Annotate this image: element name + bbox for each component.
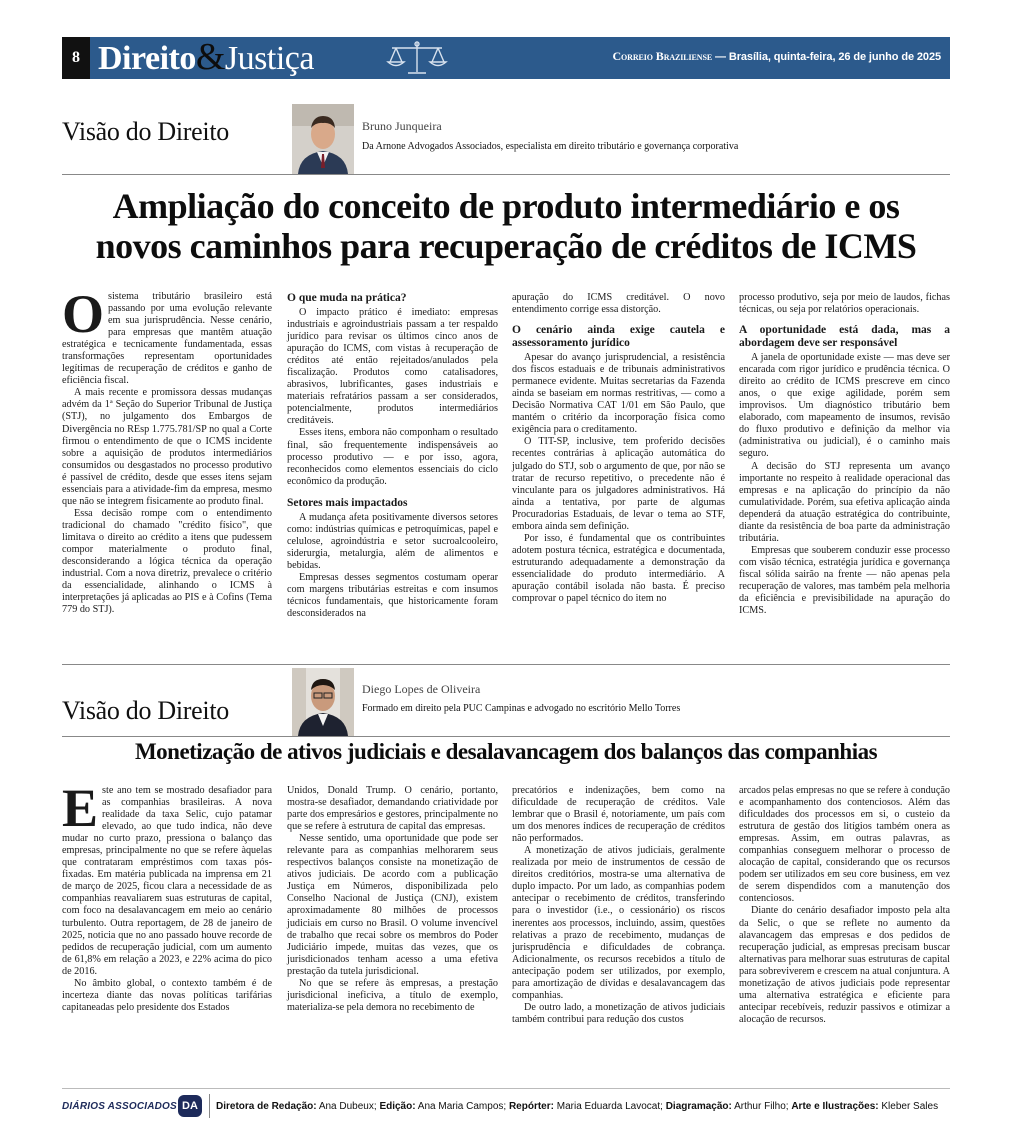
article1-rule <box>62 174 950 175</box>
article1-paragraph: Empresas que souberem conduzir esse processo com visão técnica, estratégia jurídica e governança fiscal sólida sairão na frente — não apenas pela recuperação de valores, mas também pela melhoria da eficiência e previsibilidade na apuração do ICMS. <box>739 544 950 617</box>
article2-paragraph: De outro lado, a monetização de ativos judiciais também contribui para redução dos custos <box>512 1001 725 1025</box>
article1-author-bio: Da Arnone Advogados Associados, especialista em direito tributário e governança corporativa <box>362 141 739 152</box>
article1-kicker: Visão do Direito <box>62 117 229 146</box>
article2-author-photo <box>292 668 354 736</box>
section-title-justica: Justiça <box>224 40 314 77</box>
article2-paragraph: Diante do cenário desafiador imposto pela alta da Selic, o que se reflete no aumento da alavancagem das empresas e dos pedidos de recuperação judicial, as empresas precisam buscar alternativas para melhorar suas estruturas de capital para sobreviverem e crescem na atual conjuntura. A monetização de ativos judiciais pode representar uma alternativa estratégica e eficiente para antecipar recebíveis, reduzir passivos e otimizar a alocação de recursos. <box>739 905 951 1025</box>
article1-headline-line2: novos caminhos para recuperação de créditos de ICMS <box>95 226 917 266</box>
author-portrait-icon <box>292 668 354 736</box>
footer-separator <box>209 1094 210 1118</box>
article2-kicker: Visão do Direito <box>62 696 229 725</box>
section-title-ampersand: & <box>195 36 225 78</box>
article1-paragraph: Esses itens, embora não componham o resultado final, são frequentemente indispensáveis ao processo produtivo — e por isso, agora, reconhecidos como elementos essenciais do ciclo econômico da produção. <box>287 427 498 487</box>
article2-paragraph: No âmbito global, o contexto também é de incerteza diante das novas políticas tarifárias capitaneadas pelo presidente dos Estados <box>62 977 272 1013</box>
article2-column-4 <box>739 785 950 1026</box>
article2-column-2 <box>287 785 498 1014</box>
credit-label: Arte e Ilustrações: <box>791 1101 879 1112</box>
article2-paragraph: precatórios e indenizações, bem como na dificuldade de recuperação de créditos. Vale lembrar que o Brasil é, notoriamente, um país com um dos menores índices de recuperação de créditos não performados. <box>512 785 725 845</box>
article2-column-3 <box>512 785 725 1026</box>
credit-label: Edição: <box>379 1101 416 1112</box>
article2-author-bio: Formado em direito pela PUC Campinas e advogado no escritório Mello Torres <box>362 703 681 714</box>
section-title <box>98 36 314 80</box>
article1-column-4 <box>739 292 950 617</box>
article1-subhead: O cenário ainda exige cautela e assessoramento jurídico <box>512 324 725 350</box>
staff-credits <box>216 1101 938 1112</box>
article1-column-3 <box>512 292 725 605</box>
article1-paragraph: Apesar do avanço jurisprudencial, a resistência dos fiscos estaduais e de tribunais administrativos permanece evidente. Muitas secretarias da Fazenda ainda se baseiam em normas restritivas, — como a Decisão Normativa CAT 1/01 em São Paulo, que mantém o critério da incorporação física como exigência para o creditamento. <box>512 352 725 436</box>
article2-paragraph: Unidos, Donald Trump. O cenário, portanto, mostra-se desafiador, demandando criatividade por parte dos empresários e gestores, principalmente no que se refere à estrutura de capital das empresas. <box>287 785 498 833</box>
article1-paragraph: Por isso, é fundamental que os contribuintes adotem postura técnica, estratégica e documentada, estruturando adequadamente a demonstração da essencialidade do produto intermediário. A apuração contábil isolada não basta. É preciso comprovar o papel técnico do item no <box>512 532 725 605</box>
credit-label: Repórter: <box>508 1101 554 1112</box>
article1-paragraph: sistema tributário brasileiro está passando por uma evolução relevante em sua jurisprudência. Nesse cenário, para empresas que mantêm atuação estratégica e tecnicamente fundamentada, essas transformações representam oportunidades legítimas de recuperação de créditos e ganho de eficiência fiscal. <box>62 291 272 387</box>
author-portrait-icon <box>292 104 354 174</box>
masthead-dateline <box>612 49 941 64</box>
article-divider <box>62 664 950 665</box>
article2-author-name: Diego Lopes de Oliveira <box>362 682 481 696</box>
article1-paragraph: apuração do ICMS creditável. O novo entendimento corrige essa distorção. <box>512 292 725 316</box>
article2-paragraph: A monetização de ativos judiciais, geralmente realizada por meio de instrumentos de cessão de direitos creditórios, mostra-se uma alternativa de duplo impacto. Por um lado, as companhias podem antecipar o recebimento de créditos, transferindo para o investidor (i.e., o cessionário) os riscos inerentes aos processos, incluindo, assim, questões relativas a prazo de recebimento, mudanças de jurisprudência e dificuldades de cobrança. Adicionalmente, os recursos recebidos a título de antecipação podem ser utilizados, por exemplo, para amortização de dívidas e desalavancagem das companhias. <box>512 845 725 1001</box>
article1-subhead: O que muda na prática? <box>287 292 407 304</box>
article1-headline <box>62 186 950 266</box>
credit-value: Arthur Filho; <box>734 1101 789 1112</box>
article1-author-name: Bruno Junqueira <box>362 119 442 133</box>
article1-paragraph: Empresas desses segmentos costumam operar com margens tributárias estreitas e com insumos técnicos fundamentais, que historicamente foram desconsiderados na <box>287 571 498 620</box>
article1-column-1 <box>62 284 272 616</box>
article2-paragraph: ste ano tem se mostrado desafiador para as companhias brasileiras. A nova realidade da taxa Selic, cujo patamar elevado, ao que tudo indica, não deve mudar no curto prazo, pressiona o balanço das empresas, principalmente no que se refere àquelas que contrataram empréstimos com taxas pós-fixadas. Em matéria publicada na imprensa em 21 de março de 2025, ficou clara a necessidade de as companhias reavaliarem suas estruturas de capital, com foco na desalavancagem em meio ao cenário turbulento. Outra reportagem, de 28 de janeiro de 2025, noticia que no ano passado houve recorde de pedidos de recuperação judicial, com um aumento de 61,8% em relação a 2023, e 22% acima do pico de 2016. <box>62 785 272 977</box>
credit-label: Diretora de Redação: <box>216 1101 317 1112</box>
article1-subhead: Setores mais impactados <box>287 496 408 509</box>
article2-paragraph: arcados pelas empresas no que se refere à condução e acompanhamento dos contenciosos. Além das dificuldades dos processos em si, o custeio da estrutura de gestão dos litígios também onera as empresas. Assim, em outras palavras, as companhias conseguem melhorar o processo de alocação de capital, considerando que os recursos podem ser utilizados em seu core business, em vez de serem dispendidos com a manutenção dos contenciosos. <box>739 785 951 905</box>
article1-paragraph: A decisão do STJ representa um avanço importante no respeito à realidade operacional das empresas e na aplicação do princípio da não cumulatividade. Porém, sua efetiva aplicação ainda dependerá da atuação estratégica do contribuinte, diante da resistência de boa parte da administração tributária. <box>739 460 950 544</box>
article1-headline-line1: Ampliação do conceito de produto intermediário e os <box>112 186 900 226</box>
diarios-associados-badge-icon: DA <box>178 1095 202 1117</box>
page-number: 8 <box>62 37 90 79</box>
article2-column-1 <box>62 778 272 1014</box>
article1-paragraph: O TIT-SP, inclusive, tem proferido decisões recentes contrárias à aplicação automática do julgado do STJ, sob o argumento de que, por não se tratar de recurso repetitivo, o precedente não é vinculante para os julgadores administrativos. Há ainda a tentativa, por parte de algumas Procuradorias Estaduais, de levar o tema ao STF, embora ainda sem definição. <box>512 436 725 532</box>
article2-paragraph: No que se refere às empresas, a prestação jurisdicional ineficiva, a título de exemplo, materializa-se pela demora no recebimento de <box>287 977 498 1013</box>
credit-label: Diagramação: <box>665 1101 732 1112</box>
credit-value: Ana Dubeux; <box>318 1101 377 1112</box>
article1-paragraph: A mais recente e promissora dessas mudanças advém da 1ª Seção do Superior Tribunal de Justiça (STJ), no julgamento dos Embargos de Divergência no REsp 1.775.781/SP no qual a Corte firmou o entendimento de que o ICMS incidente sobre a aquisição de produtos intermediários consumidos ou desgastados no processo produtivo é passível de crédito, desde que esses itens sejam essenciais para a atividade-fim da empresa, mesmo que não se integrem fisicamente ao produto final. <box>62 387 272 507</box>
article2-dropcap: E <box>62 778 99 838</box>
article2-paragraph: Nesse sentido, uma oportunidade que pode ser relevante para as companhias melhorarem seus respectivos balanços consiste na monetização de ativos judiciais. De acordo com a publicação Justiça em Números, disponibilizada pelo Conselho Nacional de Justiça (CNJ), existem aproximadamente 80 milhões de processos judiciais em curso no Brasil. O volume invencível de trabalho que recai sobre os membros do Poder Judiciário impede, muitas das vezes, que os jurisdicionados tenham acesso a uma efetiva prestação da tutela jurisdicional. <box>287 833 498 977</box>
article1-paragraph: O impacto prático é imediato: empresas industriais e agroindustriais passam a ter respaldo jurídico para revisar os últimos cinco anos de apuração do ICMS, com vistas à recuperação de créditos até então rejeitados/anulados pela fiscalização. Produtos como catalisadores, abrasivos, lubrificantes, gases industriais e materiais refratários passam a ser considerados, potencialmente, produtos intermediários creditáveis. <box>287 307 498 427</box>
article1-paragraph: A mudança afeta positivamente diversos setores como: indústrias químicas e petroquímicas, papel e celulose, agroindústria e setor sucroalcooleiro, siderurgia, metalurgia, além de alimentos e bebidas. <box>287 511 498 571</box>
article1-column-2 <box>287 288 498 620</box>
article1-paragraph: processo produtivo, seja por meio de laudos, fichas técnicas, ou seja por relatórios operacionais. <box>739 292 950 316</box>
dateline: — Brasília, quinta-feira, 26 de junho de 2025 <box>715 51 941 63</box>
article2-rule <box>62 736 950 737</box>
article1-dropcap: O <box>62 284 105 344</box>
scales-of-justice-icon <box>386 40 448 76</box>
credit-value: Ana Maria Campos; <box>417 1101 507 1112</box>
diarios-associados-logo: DIÁRIOS ASSOCIADOS <box>62 1101 177 1112</box>
credit-value: Maria Eduarda Lavocat; <box>556 1101 663 1112</box>
credit-value: Kleber Sales <box>881 1101 939 1112</box>
article1-paragraph: Essa decisão rompe com o entendimento tradicional do chamado "crédito físico", que limitava o direito ao crédito a itens que pudessem compor materialmente o produto final, desconsiderando a lógica técnica da operação industrial. Com a nova diretriz, prevalece o critério da essencialidade, alinhando o ICMS à interpretações já aplicadas ao PIS e à Cofins (Tema 779 do STJ). <box>62 507 272 616</box>
article1-author-photo <box>292 104 354 174</box>
article1-subhead: A oportunidade está dada, mas a abordagem deve ser responsável <box>739 324 950 350</box>
article1-paragraph: A janela de oportunidade existe — mas deve ser encarada com rigor jurídico e prudência técnica. O direito ao crédito de ICMS prescreve em cinco anos, o que exige agilidade, porém sem improvisos. Um diagnóstico tributário bem elaborado, com mapeamento de insumos, revisão do fluxo produtivo e definição da melhor via (administrativa ou judicial), é o caminho mais seguro. <box>739 352 950 460</box>
footer-rule <box>62 1088 950 1089</box>
article2-headline: Monetização de ativos judiciais e desalavancagem dos balanços das companhias <box>134 739 878 764</box>
section-title-direito: Direito <box>98 40 196 77</box>
publication-name: Correio Braziliense <box>612 49 713 63</box>
